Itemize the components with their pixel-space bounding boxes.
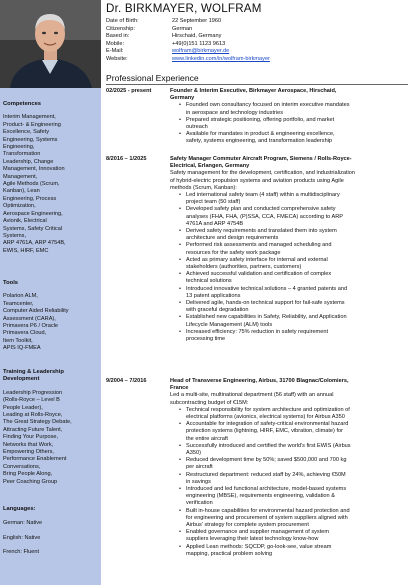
job-bullet-line: A350) bbox=[186, 450, 201, 457]
info-label: Based in: bbox=[106, 33, 130, 40]
info-row-website bbox=[106, 56, 270, 64]
job-bullet-line: suppliers leveraging their latest technology know-how bbox=[186, 536, 319, 543]
job-bullet bbox=[186, 242, 410, 256]
sidebar-list-line: Management, bbox=[3, 173, 38, 180]
job-bullet bbox=[186, 486, 410, 508]
sidebar-list-line: Conversations, bbox=[3, 463, 41, 470]
language-german: German: Native bbox=[3, 520, 43, 527]
job-intro-line: Safety management for the development, certification, and industrialization bbox=[170, 170, 356, 177]
job-bullet bbox=[186, 102, 410, 116]
job-bullet-line: • Technical responsibility for system architecture and optimization of bbox=[186, 406, 350, 413]
info-value: German bbox=[172, 25, 193, 32]
job-bullet-line: engineering (MBSE), requirements engineering, validation & bbox=[186, 493, 335, 500]
job-bullet-line: with graceful degradation bbox=[186, 307, 249, 314]
languages-heading: Languages: bbox=[3, 506, 36, 512]
languages-section bbox=[3, 506, 99, 557]
sidebar-list-line: Avionik, Electrical bbox=[3, 218, 47, 225]
job-bullet-line: in savings bbox=[186, 478, 211, 485]
job-bullet-line: technical solutions bbox=[186, 278, 232, 285]
sidebar-list-line: Interim Management, bbox=[3, 114, 56, 121]
job-bullet bbox=[186, 192, 410, 206]
info-row-based-in bbox=[106, 33, 270, 41]
tools-list bbox=[3, 293, 99, 352]
job-bullet bbox=[186, 407, 410, 421]
personal-info bbox=[106, 18, 270, 64]
section-divider bbox=[106, 84, 408, 85]
language-french: French: Fluent bbox=[3, 549, 40, 556]
job-bullet-line: • Restructured department: reduced staff by 24%, achieving €50M bbox=[186, 471, 346, 478]
job-bullet-line: • Introduced innovative technical solutions – 4 granted patents and bbox=[186, 285, 348, 292]
info-label: Mobile: bbox=[106, 40, 125, 47]
competences-section bbox=[3, 101, 99, 255]
job-bullet-line: for engineering and procurement of system suppliers aligned with bbox=[186, 514, 348, 521]
job-bullet-line: • Developed safety plan and conducted comprehensive safety bbox=[186, 206, 336, 213]
job-bullet bbox=[186, 300, 410, 314]
job-intro-line: Led a multi-site, multinational department (56 staff) with an annual bbox=[170, 392, 334, 399]
sidebar-list-line: Attracting Future Talent, bbox=[3, 426, 63, 433]
sidebar-list-line: Aerospace Engineering, bbox=[3, 210, 63, 217]
job-bullet-line: in aerospace and technology industries bbox=[186, 109, 284, 116]
sidebar-list-line: (Rolls-Royce – Level B bbox=[3, 397, 60, 404]
job-body bbox=[170, 378, 410, 558]
job-bullet bbox=[186, 131, 410, 145]
sidebar-list-line: Leading at Rolls-Royce, bbox=[3, 412, 63, 419]
job-bullet-line: • Accountable for integration of safety-critical environmental hazard bbox=[186, 421, 349, 428]
job-bullet-list bbox=[170, 192, 410, 343]
job-bullet-line: • Led international safety team (4 staff) within a multidisciplinary bbox=[186, 192, 340, 199]
job-bullet-line: per aircraft bbox=[186, 464, 213, 471]
job-title-line: Founder & Interim Executive, Birkmayer Aerospace, Hirschaid, bbox=[170, 88, 337, 94]
job-bullet-line: Lifecycle Management (ALM) tools bbox=[186, 321, 273, 328]
sidebar-list-line: Engineering, bbox=[3, 144, 35, 151]
job-bullet-line: • Increased efficiency: 75% reduction in safety requirement bbox=[186, 328, 328, 335]
training-heading bbox=[3, 369, 99, 384]
sidebar-list-line: Agile Methods (Scrum, bbox=[3, 181, 60, 188]
job-body bbox=[170, 156, 410, 343]
portrait-image bbox=[0, 0, 101, 88]
sidebar-list-line: Primavera P6 / Oracle bbox=[3, 323, 59, 330]
job-body bbox=[170, 88, 410, 146]
website-link[interactable]: www.linkedin.com/in/wolfram-birkmayer bbox=[172, 55, 270, 62]
job-intro-line: subcontracting budget of €15M: bbox=[170, 399, 249, 406]
job-bullet-line: • Acted as primary safety interface for internal and external bbox=[186, 256, 328, 263]
sidebar-list-line: Empowering Others, bbox=[3, 449, 54, 456]
job-bullet-line: architecture and design requirements bbox=[186, 235, 279, 242]
sidebar-list-line: Transformation bbox=[3, 151, 41, 158]
job-bullet-line: • Reduced development time by 50%; saved $500,000 and 700 kg bbox=[186, 457, 347, 464]
competences-list bbox=[3, 114, 99, 255]
person-name: Dr. BIRKMAYER, WOLFRAM bbox=[106, 2, 262, 15]
sidebar-list-line: The Great Strategy Debate, bbox=[3, 419, 72, 426]
sidebar-list-line: Systems, Safety Critical bbox=[3, 225, 63, 232]
job-bullet bbox=[186, 206, 410, 228]
sidebar bbox=[0, 0, 101, 585]
job-bullet-line: • Derived safety requirements and translated them into system bbox=[186, 228, 337, 235]
sidebar-list-line: ARP 4761A, ARP 4754B, bbox=[3, 240, 66, 247]
job-bullet-line: analyses (FHA, FHA, (P)SSA, CCA, FMECA) according to ARP bbox=[186, 213, 343, 220]
sidebar-list-line: Optimization, bbox=[3, 203, 36, 210]
sidebar-list-line: People Leader), bbox=[3, 404, 43, 411]
job-bullet bbox=[186, 271, 410, 285]
info-value: Hirschaid, Germany bbox=[172, 33, 222, 40]
job-bullet-line: mapping, practical problem solving bbox=[186, 550, 273, 557]
job-bullet-line: • Applied Lean methods: SQCDP, go-look-see, value stream bbox=[186, 543, 332, 550]
sidebar-list-line: Performance Enablement bbox=[3, 456, 67, 463]
sidebar-list-line: Bring People Along, bbox=[3, 471, 53, 478]
job-bullet-line: 4761A and ARP 4754B bbox=[186, 220, 244, 227]
info-row-mobile bbox=[106, 41, 270, 49]
sidebar-list-line: Item Toolkit, bbox=[3, 337, 33, 344]
info-label: Citizenship: bbox=[106, 25, 135, 32]
info-row-email bbox=[106, 48, 270, 56]
job-bullet bbox=[186, 544, 410, 558]
language-english: English: Native bbox=[3, 534, 41, 541]
job-title-line: Germany bbox=[170, 95, 195, 102]
info-row-dob bbox=[106, 18, 270, 26]
info-row-citizenship bbox=[106, 26, 270, 34]
job-bullet bbox=[186, 529, 410, 543]
email-link[interactable]: wolfram@birkmayer.de bbox=[172, 48, 230, 55]
job-bullet bbox=[186, 314, 410, 328]
sidebar-list-line: Engineering, Process bbox=[3, 195, 57, 202]
job-bullet-line: outreach bbox=[186, 124, 208, 131]
job-bullet-list bbox=[170, 407, 410, 558]
job-bullet bbox=[186, 508, 410, 530]
job-bullet-line: 13 patent applications bbox=[186, 292, 241, 299]
job-date: 8/2016 – 1/2025 bbox=[106, 156, 147, 162]
sidebar-list-line: Engineering, Systems bbox=[3, 136, 58, 143]
job-bullet-line: • Introduced and led functional architecture, model-based systems bbox=[186, 486, 347, 493]
job-title-line: Safety Manager Commuter Aircraft Program, Siemens / Rolls-Royce- bbox=[170, 156, 352, 162]
sidebar-list-line: Systems, bbox=[3, 232, 27, 239]
training-list bbox=[3, 390, 99, 486]
info-value: +49(0)151 1123 9613 bbox=[172, 40, 226, 47]
job-entry bbox=[106, 378, 410, 558]
job-bullet-line: • Performed risk assessments and managed scheduling and bbox=[186, 242, 332, 249]
sidebar-list-line: Peer Coaching Group bbox=[3, 478, 58, 485]
job-bullet-line: Airbus' strategy for complete system procurement bbox=[186, 522, 309, 529]
job-bullet bbox=[186, 117, 410, 131]
info-value: 22 September 1960 bbox=[172, 18, 222, 24]
job-bullet-line: safety, systems engineering, and transformation leadership bbox=[186, 138, 333, 145]
job-bullet bbox=[186, 286, 410, 300]
job-intro-line: methods (Scrum, Kanban): bbox=[170, 184, 237, 191]
job-date: 9/2004 – 7/2016 bbox=[106, 378, 147, 384]
job-bullet bbox=[186, 228, 410, 242]
sidebar-list-line: Kanban), Lean bbox=[3, 188, 40, 195]
tools-section bbox=[3, 280, 99, 353]
job-bullet bbox=[186, 421, 410, 443]
job-bullet-line: resources for the safety work package bbox=[186, 249, 281, 256]
job-bullet-line: stakeholders (authorities, partners, customers) bbox=[186, 264, 302, 271]
training-section bbox=[3, 369, 99, 486]
info-label: Website: bbox=[106, 55, 128, 62]
job-bullet-line: • Enabled governance and supplier management of system bbox=[186, 529, 330, 536]
sidebar-list-line: Excellence, Safety bbox=[3, 129, 50, 136]
sidebar-list-line: EWIS, HIRF, EMC bbox=[3, 247, 49, 254]
sidebar-list-line: Polarion ALM, bbox=[3, 293, 38, 300]
job-bullet bbox=[186, 329, 410, 343]
tools-heading: Tools bbox=[3, 280, 19, 286]
info-label: E-Mail: bbox=[106, 48, 124, 55]
sidebar-list-line: APIS IQ-FMEA bbox=[3, 345, 41, 352]
job-intro-line: of hybrid-electric propulsion systems and aviation products using Agile bbox=[170, 177, 344, 184]
job-bullet bbox=[186, 457, 410, 471]
sidebar-list-line: Product- & Engineering bbox=[3, 121, 61, 128]
job-bullet bbox=[186, 472, 410, 486]
job-bullet-line: • Established new capabilities in Safety, Reliability, and Application bbox=[186, 314, 347, 321]
job-entry bbox=[106, 156, 410, 343]
job-bullet bbox=[186, 443, 410, 457]
sidebar-list-line: Teamcenter, bbox=[3, 300, 34, 307]
job-title-line: Head of Transverse Engineering, Airbus, 31700 Blagnac/Colomiers, bbox=[170, 378, 349, 384]
job-entry bbox=[106, 88, 410, 146]
info-label: Date of Birth: bbox=[106, 18, 139, 24]
sidebar-list-line: Leadership Progression bbox=[3, 389, 63, 396]
job-bullet-line: • Prepared strategic positioning, offering portfolio, and market bbox=[186, 116, 335, 123]
training-heading-line: Development bbox=[3, 376, 40, 383]
job-bullet-line: processing time bbox=[186, 336, 226, 343]
sidebar-list-line: Networks that Work, bbox=[3, 441, 54, 448]
sidebar-list-line: Assessment (CARA), bbox=[3, 315, 56, 322]
job-bullet-line: protection systems (lightning, HIRF, EMC, vibration, climate) for bbox=[186, 428, 343, 435]
job-bullet-line: • Delivered agile, hands-on technical support for fail-safe systems bbox=[186, 300, 345, 307]
job-bullet-line: • Founded own consultancy focused on interim executive mandates bbox=[186, 102, 350, 109]
sidebar-list-line: Management, Innovation bbox=[3, 166, 65, 173]
job-bullet-line: project team (50 staff) bbox=[186, 199, 241, 206]
job-bullet bbox=[186, 257, 410, 271]
job-bullet-line: verification bbox=[186, 500, 213, 507]
job-bullet-list bbox=[170, 102, 410, 145]
sidebar-list-line: Computer Aided Reliability bbox=[3, 308, 69, 315]
profile-photo bbox=[0, 0, 101, 88]
sidebar-list-line: Primavera Cloud, bbox=[3, 330, 47, 337]
job-bullet-line: the entire aircraft bbox=[186, 435, 228, 442]
sidebar-list-line: Leadership, Change bbox=[3, 158, 54, 165]
job-bullet-line: • Successfully introduced and certified the world's first EWIS (Airbus bbox=[186, 442, 351, 449]
job-date: 02/2025 - present bbox=[106, 88, 152, 94]
job-bullet-line: • Available for mandates in product & engineering excellence, bbox=[186, 131, 335, 138]
training-heading-line: Training & Leadership bbox=[3, 369, 64, 375]
job-bullet-line: • Achieved successful validation and certification of complex bbox=[186, 271, 332, 278]
job-title-line: France bbox=[170, 385, 189, 392]
job-bullet-line: • Built in-house capabilities for environmental hazard protection and bbox=[186, 507, 350, 514]
sidebar-list-line: Finding Your Purpose, bbox=[3, 434, 59, 441]
competences-heading: Competences bbox=[3, 101, 42, 107]
section-title: Professional Experience bbox=[106, 73, 199, 83]
job-title-line: Electrical, Erlangen, Germany bbox=[170, 163, 250, 170]
job-bullet-line: electrical platforms (avionics, electrical systems) for Airbus A350 bbox=[186, 414, 345, 421]
